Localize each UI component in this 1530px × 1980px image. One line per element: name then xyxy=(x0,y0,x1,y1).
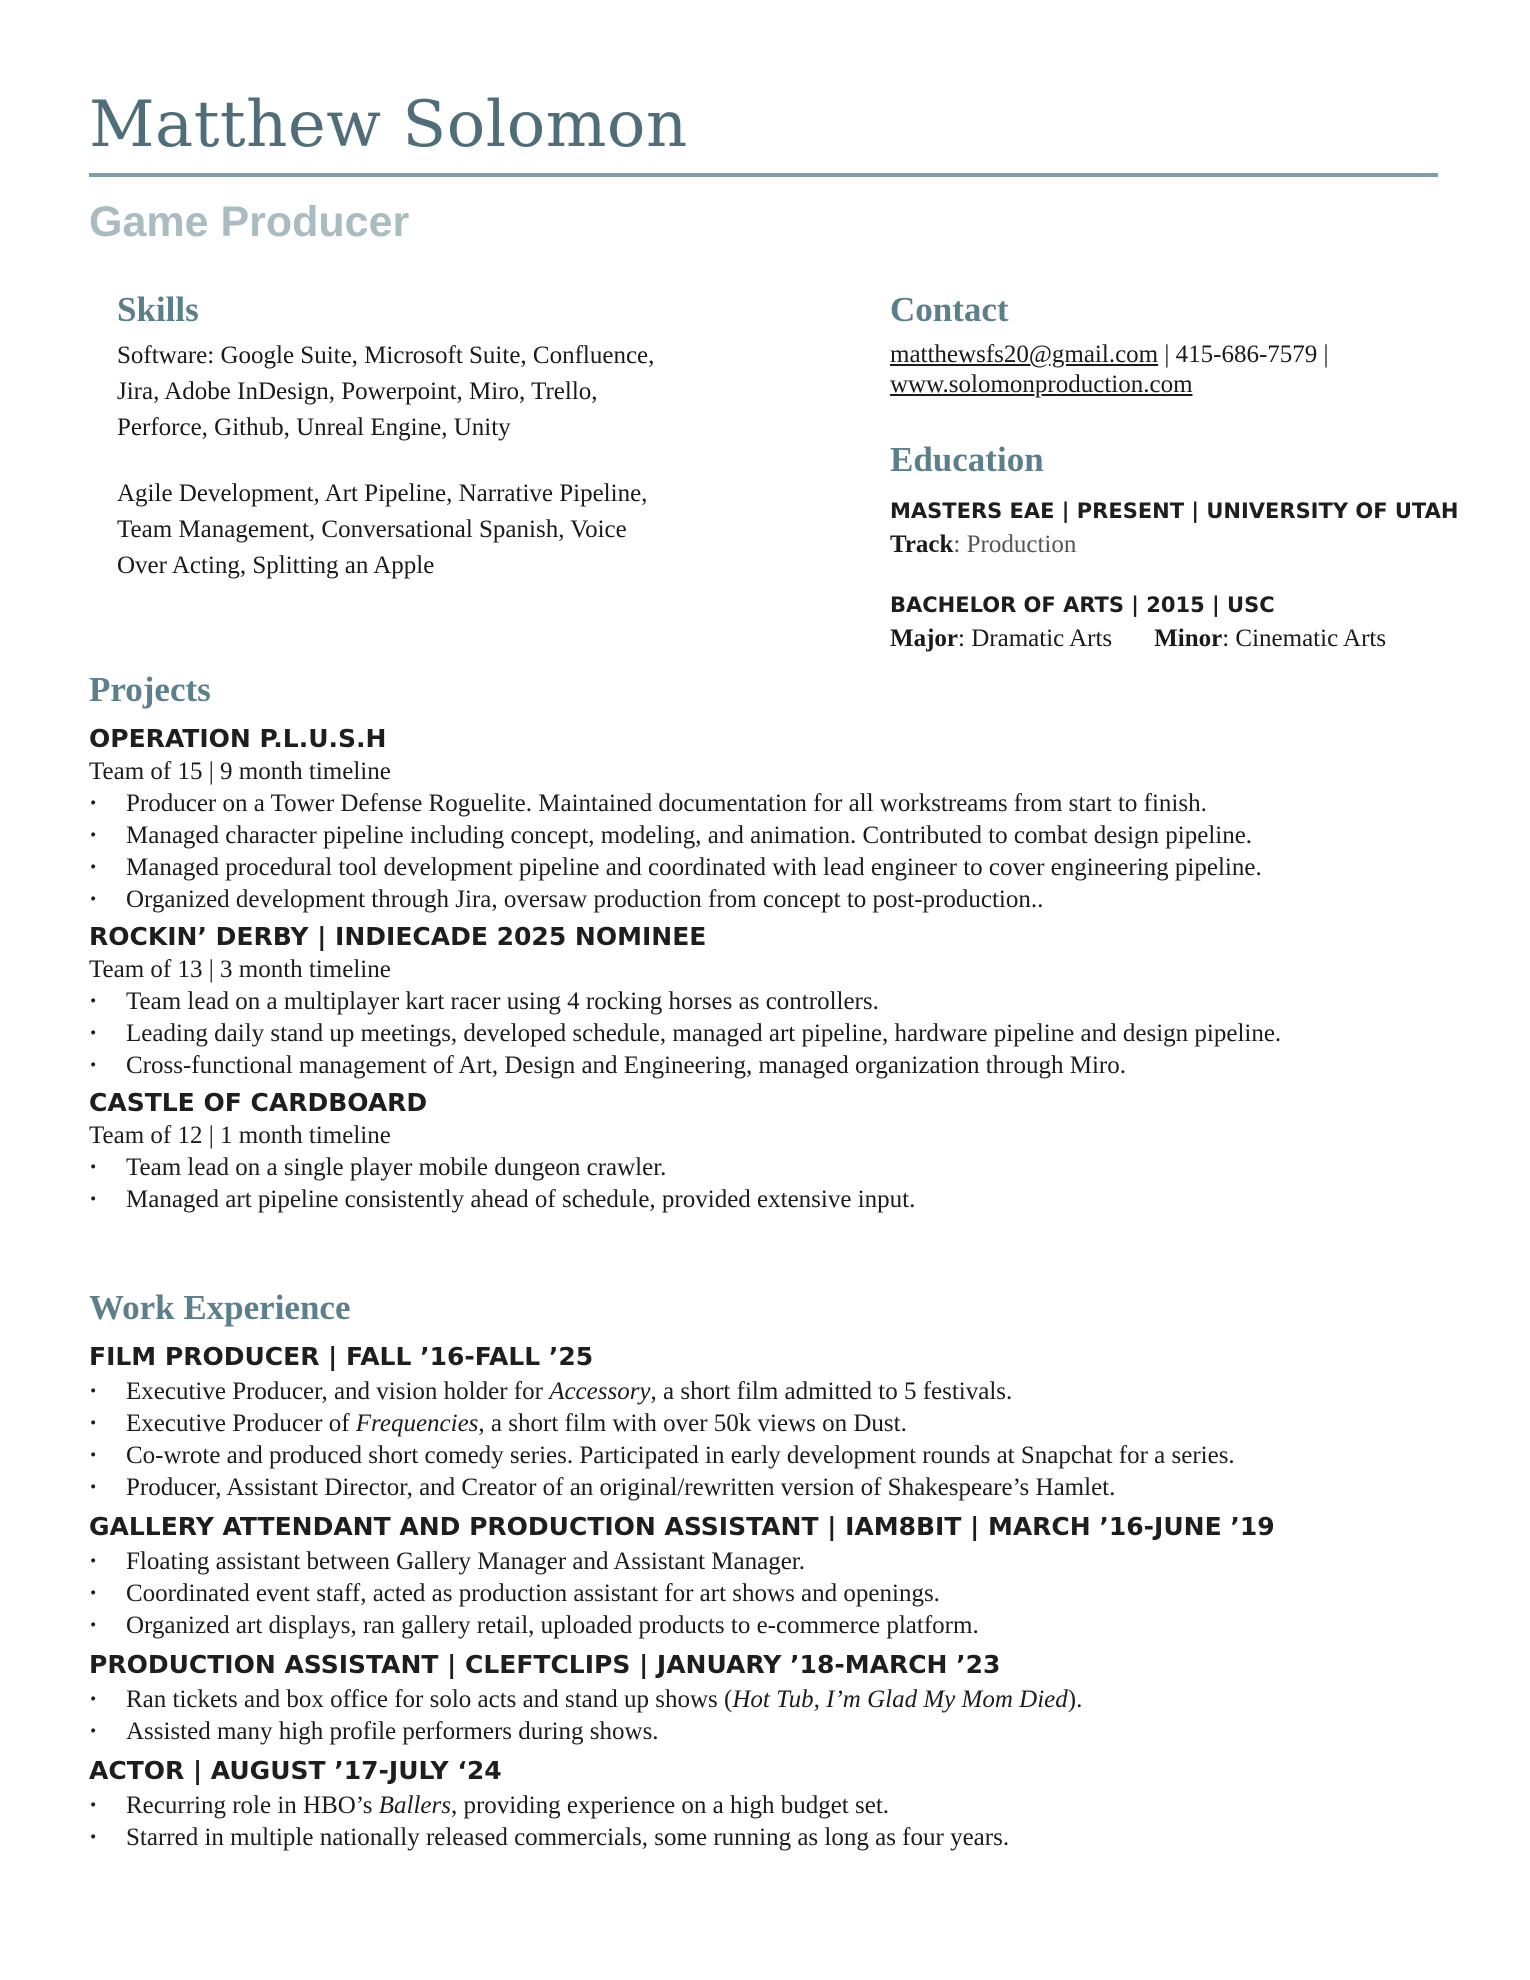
education-masters xyxy=(890,494,1458,562)
job-item xyxy=(89,1340,1449,1504)
project-bullet: · Cross-functional management of Art, Design and Engineering, managed organization through Miro. xyxy=(89,1050,1449,1082)
skills-general: Agile Development, Art Pipeline, Narrative Pipeline, Team Management, Conversational Spanish, Voice Over Acting, Splitting an Apple xyxy=(117,480,648,579)
minor-value: : Cinematic Arts xyxy=(1222,625,1387,652)
job-title-gallery: GALLERY ATTENDANT AND PRODUCTION ASSISTANT | IAM8BIT | MARCH ’16-JUNE ’19 xyxy=(89,1512,1275,1541)
work-section xyxy=(89,1340,1449,1854)
job-item xyxy=(89,1510,1449,1642)
education-bachelor xyxy=(890,588,1386,656)
project-bullet: · Team lead on a single player mobile dungeon crawler. xyxy=(89,1152,1449,1184)
minor-label: Minor xyxy=(1154,625,1223,652)
project-bullet: · Organized development through Jira, oversaw production from concept to post-production.. xyxy=(89,884,1449,916)
project-bullet: · Managed art pipeline consistently ahead of schedule, provided extensive input. xyxy=(89,1184,1449,1216)
job-bullet: · Coordinated event staff, acted as production assistant for art shows and openings. xyxy=(89,1578,1449,1610)
resume-name: Matthew Solomon xyxy=(89,88,688,162)
job-bullet: · Executive Producer of Frequencies, a short film with over 50k views on Dust. xyxy=(89,1408,1449,1440)
project-item xyxy=(89,920,1449,1082)
projects-heading: Projects xyxy=(89,670,211,709)
contact-heading: Contact xyxy=(890,290,1009,329)
project-title: OPERATION P.L.U.S.H xyxy=(89,724,387,753)
major-label: Major xyxy=(890,625,959,652)
job-title-film: FILM PRODUCER | FALL ’16-FALL ’25 xyxy=(89,1342,594,1371)
skills-software: Software: Google Suite, Microsoft Suite, Confluence, Jira, Adobe InDesign, Powerpoint, Miro, Trello, Perforce, Github, Unreal Engine, Unity xyxy=(117,342,655,441)
job-bullet: · Recurring role in HBO’s Ballers, providing experience on a high budget set. xyxy=(89,1790,1449,1822)
job-item xyxy=(89,1754,1449,1854)
job-bullet: · Co-wrote and produced short comedy series. Participated in early development rounds at Snapchat for a series. xyxy=(89,1440,1449,1472)
website-link[interactable]: www.solomonproduction.com xyxy=(890,371,1193,398)
project-item xyxy=(89,1086,1449,1216)
project-bullet: · Managed procedural tool development pipeline and coordinated with lead engineer to cover engineering pipeline. xyxy=(89,852,1449,884)
work-heading: Work Experience xyxy=(89,1288,351,1327)
project-bullet: · Producer on a Tower Defense Roguelite. Maintained documentation for all workstreams from start to finish. xyxy=(89,788,1449,820)
project-title: ROCKIN’ DERBY | INDIECADE 2025 NOMINEE xyxy=(89,922,707,951)
header-divider xyxy=(89,173,1438,177)
phone-number: | 415-686-7579 | xyxy=(1158,341,1329,368)
education-heading: Education xyxy=(890,440,1044,479)
project-bullet: · Team lead on a multiplayer kart racer using 4 rocking horses as controllers. xyxy=(89,986,1449,1018)
job-bullet: · Assisted many high profile performers during shows. xyxy=(89,1716,1449,1748)
major-value: : Dramatic Arts xyxy=(958,625,1113,652)
track-value: : Production xyxy=(953,531,1077,558)
job-bullet: · Producer, Assistant Director, and Creator of an original/rewritten version of Shakespeare’s Hamlet. xyxy=(89,1472,1449,1504)
project-item xyxy=(89,722,1449,916)
email-link[interactable]: matthewsfs20@gmail.com xyxy=(890,341,1159,368)
projects-section xyxy=(89,722,1449,1216)
job-bullet: · Floating assistant between Gallery Manager and Assistant Manager. xyxy=(89,1546,1449,1578)
track-label: Track xyxy=(890,531,954,558)
job-bullet: · Ran tickets and box office for solo acts and stand up shows (Hot Tub, I’m Glad My Mom Died). xyxy=(89,1684,1449,1716)
masters-title: MASTERS EAE | PRESENT | UNIVERSITY OF UTAH xyxy=(890,499,1459,523)
job-title-cleftclips: PRODUCTION ASSISTANT | CLEFTCLIPS | JANUARY ’18-MARCH ’23 xyxy=(89,1650,1001,1679)
skills-heading: Skills xyxy=(117,290,199,329)
project-title: CASTLE OF CARDBOARD xyxy=(89,1088,428,1117)
job-item xyxy=(89,1648,1449,1748)
job-bullet: · Executive Producer, and vision holder for Accessory, a short film admitted to 5 festivals. xyxy=(89,1376,1449,1408)
project-team: Team of 13 | 3 month timeline xyxy=(89,956,391,983)
job-bullet: · Starred in multiple nationally released commercials, some running as long as four years. xyxy=(89,1822,1449,1854)
project-bullet: · Managed character pipeline including concept, modeling, and animation. Contributed to combat design pipeline. xyxy=(89,820,1449,852)
job-bullet: · Organized art displays, ran gallery retail, uploaded products to e-commerce platform. xyxy=(89,1610,1449,1642)
project-team: Team of 15 | 9 month timeline xyxy=(89,758,391,785)
job-title-actor: ACTOR | AUGUST ’17-JULY ‘24 xyxy=(89,1756,502,1785)
project-bullet: · Leading daily stand up meetings, developed schedule, managed art pipeline, hardware pipeline and design pipeline. xyxy=(89,1018,1449,1050)
project-team: Team of 12 | 1 month timeline xyxy=(89,1122,391,1149)
bachelor-title: BACHELOR OF ARTS | 2015 | USC xyxy=(890,593,1275,617)
skills-section xyxy=(117,338,677,584)
job-title: Game Producer xyxy=(89,198,410,246)
contact-block xyxy=(890,340,1329,400)
